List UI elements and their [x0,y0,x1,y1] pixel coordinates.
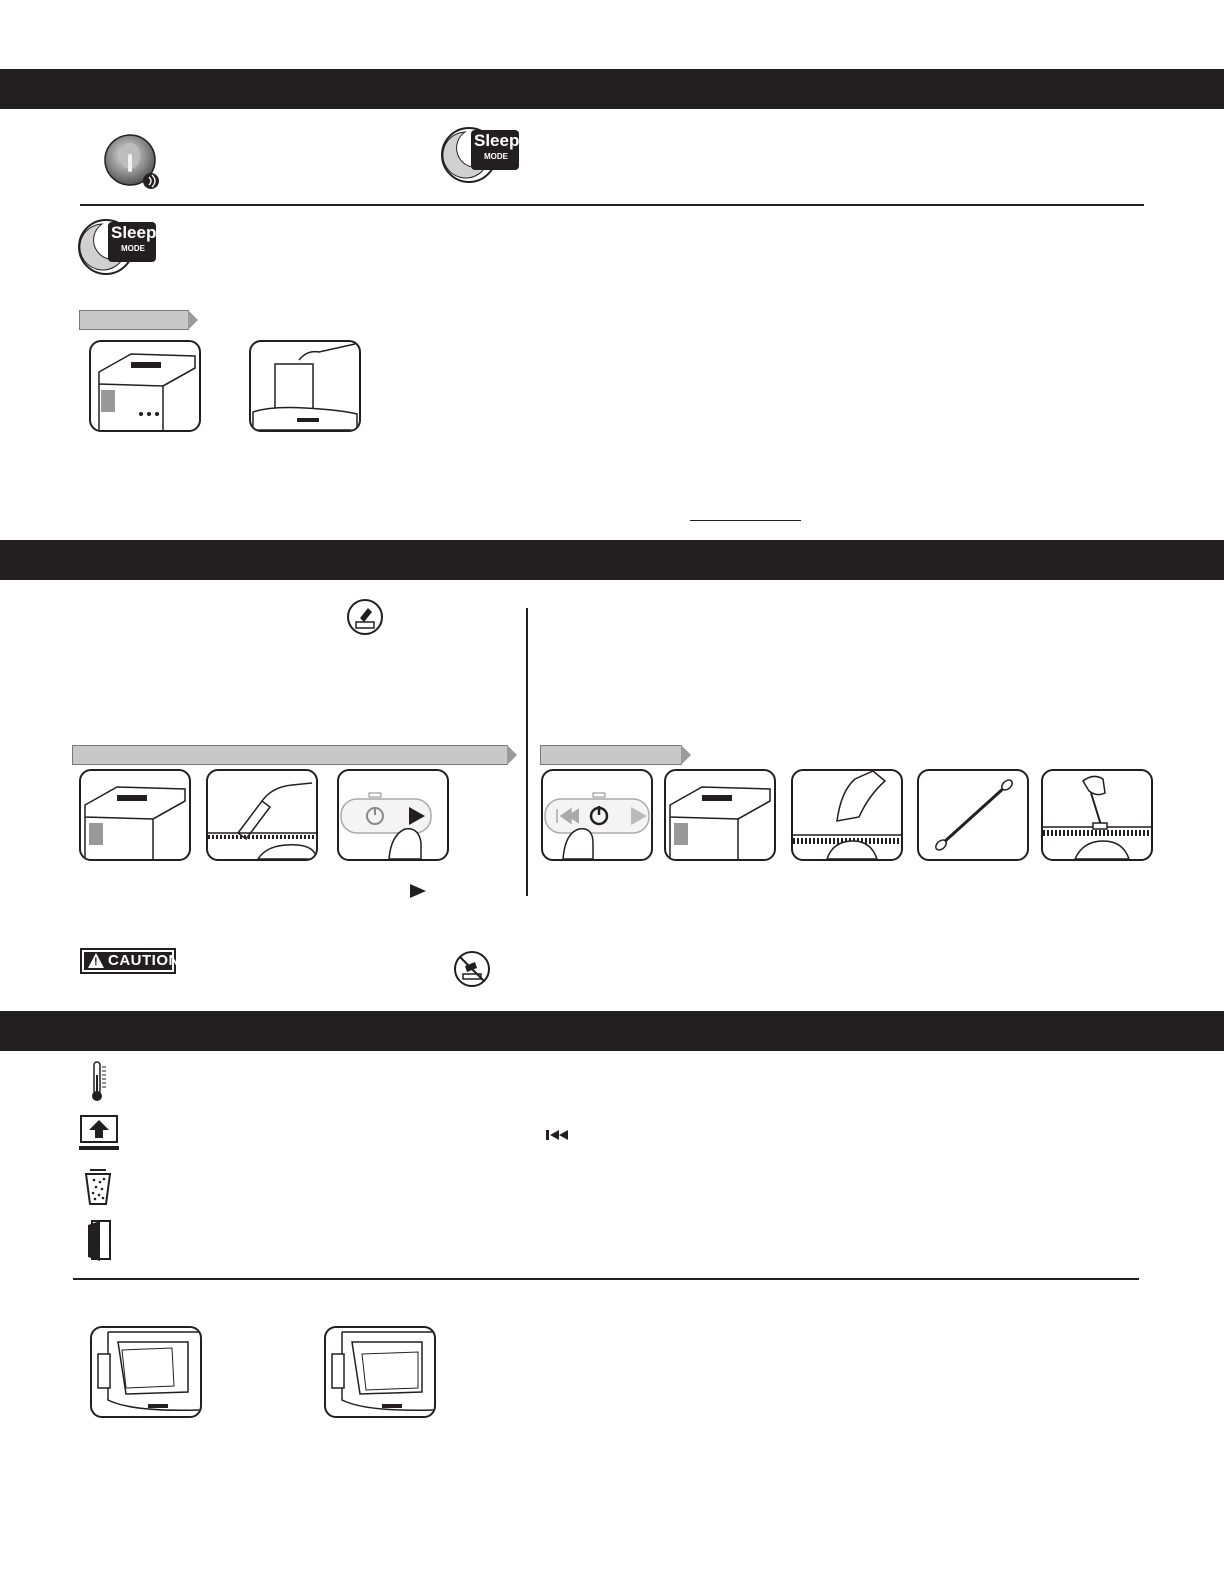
section-tag-sensor [540,745,682,765]
sleep-badge-sub: MODE [121,244,145,253]
illustration-forward-button [337,769,449,861]
sleep-badge-word: Sleep [111,223,157,242]
illustration-insert-paper [249,340,361,432]
no-aerosol-icon [453,950,491,988]
divider-line-2 [73,1278,1139,1280]
quiet-mode-icon [104,134,160,190]
illustration-paper-tray-2 [324,1326,436,1418]
illustration-cotton-swab [917,769,1029,861]
thermometer-icon [87,1061,107,1103]
text-underline [690,520,801,521]
section-bar-3 [0,1011,1224,1051]
sleep-badge-sub: MODE [484,152,508,161]
sleep-mode-badge [441,126,521,184]
bin-full-icon [84,1168,112,1206]
section-bar-2 [0,540,1224,580]
section-bar-1 [0,69,1224,109]
illustration-shredder-open-2 [664,769,776,861]
caution-text: CAUTION [108,952,180,969]
reverse-icon [544,1128,572,1140]
illustration-paper-tray-1 [90,1326,202,1418]
illustration-clean-sensor [1041,769,1153,861]
door-open-icon [86,1219,114,1263]
illustration-sensor-finger [791,769,903,861]
divider-line-1 [80,204,1144,206]
sleep-badge-word: Sleep [474,131,520,150]
forward-arrow-icon [410,884,426,898]
paper-jam-icon [79,1114,119,1152]
sleep-mode-badge-2 [78,218,158,276]
section-tag-oil [72,745,508,765]
illustration-oil-drops [206,769,318,861]
caution-label: ! CAUTION [80,948,176,974]
section-tag-1 [79,310,189,330]
illustration-shredder-top [89,340,201,432]
column-divider [526,608,528,896]
illustration-power-button [541,769,653,861]
oil-shredder-icon [346,598,384,636]
illustration-shredder-open [79,769,191,861]
